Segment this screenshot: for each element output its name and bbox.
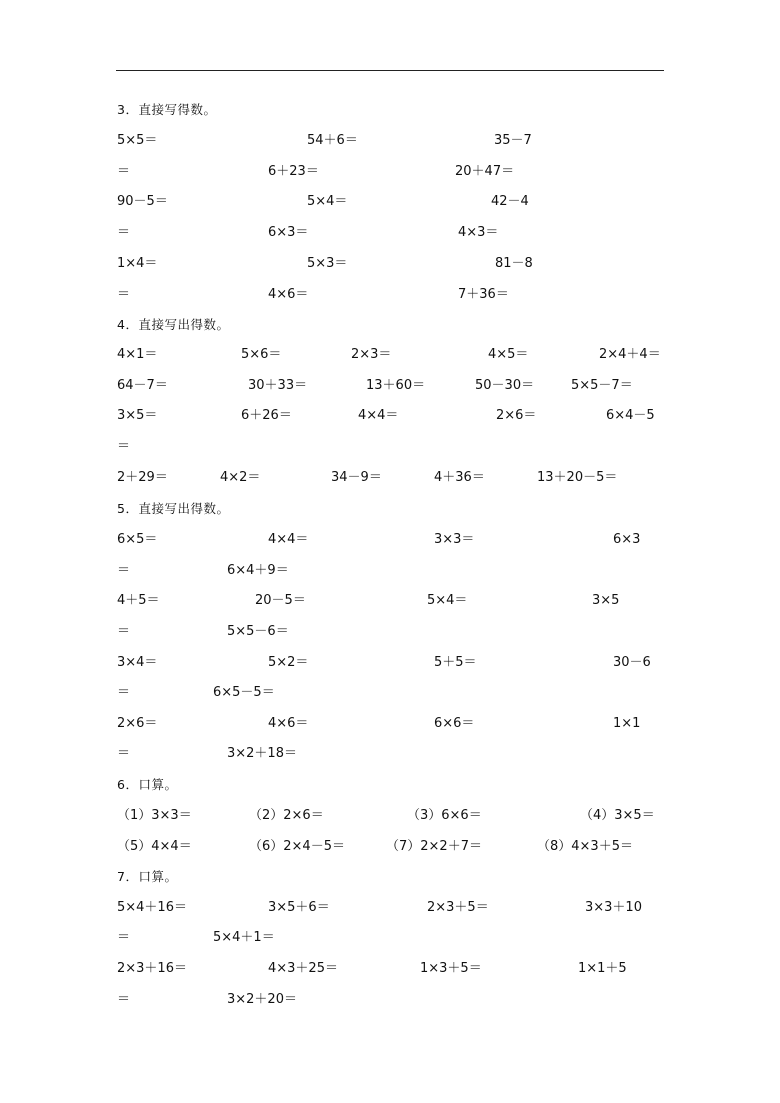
q5-item: 30－6 (613, 655, 651, 670)
q3-item: 4×3＝ (458, 225, 499, 240)
q7-item: 3×3＋10 (585, 900, 642, 915)
q3-item: ＝ (117, 287, 131, 302)
q5-item: 6×5＝ (117, 532, 158, 547)
q5-item: ＝ (117, 685, 131, 700)
q7-item: 1×1＋5 (578, 961, 627, 976)
q6-item: （1）3×3＝ (117, 808, 192, 823)
q7-item: 2×3＋16＝ (117, 961, 187, 976)
q4-item: 4×4＝ (358, 408, 399, 423)
q6-item: （6）2×4－5＝ (249, 839, 345, 854)
q4-item: ＝ (117, 439, 131, 454)
q7-item: 2×3＋5＝ (427, 900, 489, 915)
q5-item: 20－5＝ (255, 593, 306, 608)
q3-item: 7＋36＝ (458, 287, 509, 302)
q5-item: 4×4＝ (268, 532, 309, 547)
q4-item: 3×5＝ (117, 408, 158, 423)
q7-item: 5×4＋1＝ (213, 930, 275, 945)
q3-item: 5×3＝ (307, 256, 348, 271)
q5-item: ＝ (117, 563, 131, 578)
q5-item: 4＋5＝ (117, 593, 160, 608)
q3-item: 5×4＝ (307, 194, 348, 209)
q4-item: 5×5－7＝ (571, 378, 633, 393)
q7-item: 1×3＋5＝ (420, 961, 482, 976)
q3-item: 6×3＝ (268, 225, 309, 240)
q6-item: （5）4×4＝ (117, 839, 192, 854)
q5-item: 6×5－5＝ (213, 685, 275, 700)
q7-item: ＝ (117, 930, 131, 945)
q4-item: 4×2＝ (220, 470, 261, 485)
q6-item: （7）2×2＋7＝ (386, 839, 482, 854)
q4-item: 13＋20－5＝ (537, 470, 618, 485)
q5-item: 1×1 (613, 716, 641, 731)
q5-item: 3×4＝ (117, 655, 158, 670)
q4-item: 2×6＝ (496, 408, 537, 423)
q7-heading: 7．口算。 (117, 869, 178, 884)
q7-item: 4×3＋25＝ (268, 961, 338, 976)
q3-item: 4×6＝ (268, 287, 309, 302)
q5-item: 5＋5＝ (434, 655, 477, 670)
q5-item: 3×5 (592, 593, 620, 608)
q3-item: 20＋47＝ (455, 164, 515, 179)
q5-item: 5×2＝ (268, 655, 309, 670)
q5-item: 6×3 (613, 532, 641, 547)
q7-item: 3×5＋6＝ (268, 900, 330, 915)
q4-item: 4×5＝ (488, 347, 529, 362)
q5-item: 5×4＝ (427, 593, 468, 608)
q4-item: 13＋60＝ (366, 378, 426, 393)
q4-item: 50－30＝ (475, 378, 535, 393)
header-rule (116, 70, 664, 71)
q4-item: 6＋26＝ (241, 408, 292, 423)
q6-item: （3）6×6＝ (407, 808, 482, 823)
q4-item: 4×1＝ (117, 347, 158, 362)
q5-item: 3×3＝ (434, 532, 475, 547)
q5-item: 3×2＋18＝ (227, 746, 297, 761)
q3-item: 6＋23＝ (268, 164, 319, 179)
q4-item: 2×3＝ (351, 347, 392, 362)
q3-item: 90－5＝ (117, 194, 168, 209)
q5-item: 6×6＝ (434, 716, 475, 731)
q3-item: ＝ (117, 164, 131, 179)
q4-heading: 4．直接写出得数。 (117, 317, 230, 332)
q3-item: 54＋6＝ (307, 133, 358, 148)
q4-item: 30＋33＝ (248, 378, 308, 393)
q5-item: 6×4＋9＝ (227, 563, 289, 578)
q7-item: 5×4＋16＝ (117, 900, 187, 915)
q3-item: ＝ (117, 225, 131, 240)
q3-heading: 3．直接写得数。 (117, 102, 217, 117)
q7-item: ＝ (117, 992, 131, 1007)
q7-item: 3×2＋20＝ (227, 992, 297, 1007)
q3-item: 1×4＝ (117, 256, 158, 271)
q6-item: （8）4×3＋5＝ (537, 839, 633, 854)
q5-item: 5×5－6＝ (227, 624, 289, 639)
q3-item: 81－8 (495, 256, 533, 271)
q6-item: （4）3×5＝ (580, 808, 655, 823)
q5-item: 2×6＝ (117, 716, 158, 731)
q6-heading: 6．口算。 (117, 777, 178, 792)
q4-item: 6×4－5 (606, 408, 655, 423)
q4-item: 64－7＝ (117, 378, 168, 393)
q5-heading: 5．直接写出得数。 (117, 501, 230, 516)
q4-item: 2＋29＝ (117, 470, 168, 485)
q3-item: 42－4 (491, 194, 529, 209)
q4-item: 34－9＝ (331, 470, 382, 485)
q4-item: 4＋36＝ (434, 470, 485, 485)
q6-item: （2）2×6＝ (249, 808, 324, 823)
q4-item: 5×6＝ (241, 347, 282, 362)
q4-item: 2×4＋4＝ (599, 347, 661, 362)
q3-item: 35－7 (494, 133, 532, 148)
q5-item: ＝ (117, 746, 131, 761)
q5-item: ＝ (117, 624, 131, 639)
q5-item: 4×6＝ (268, 716, 309, 731)
q3-item: 5×5＝ (117, 133, 158, 148)
